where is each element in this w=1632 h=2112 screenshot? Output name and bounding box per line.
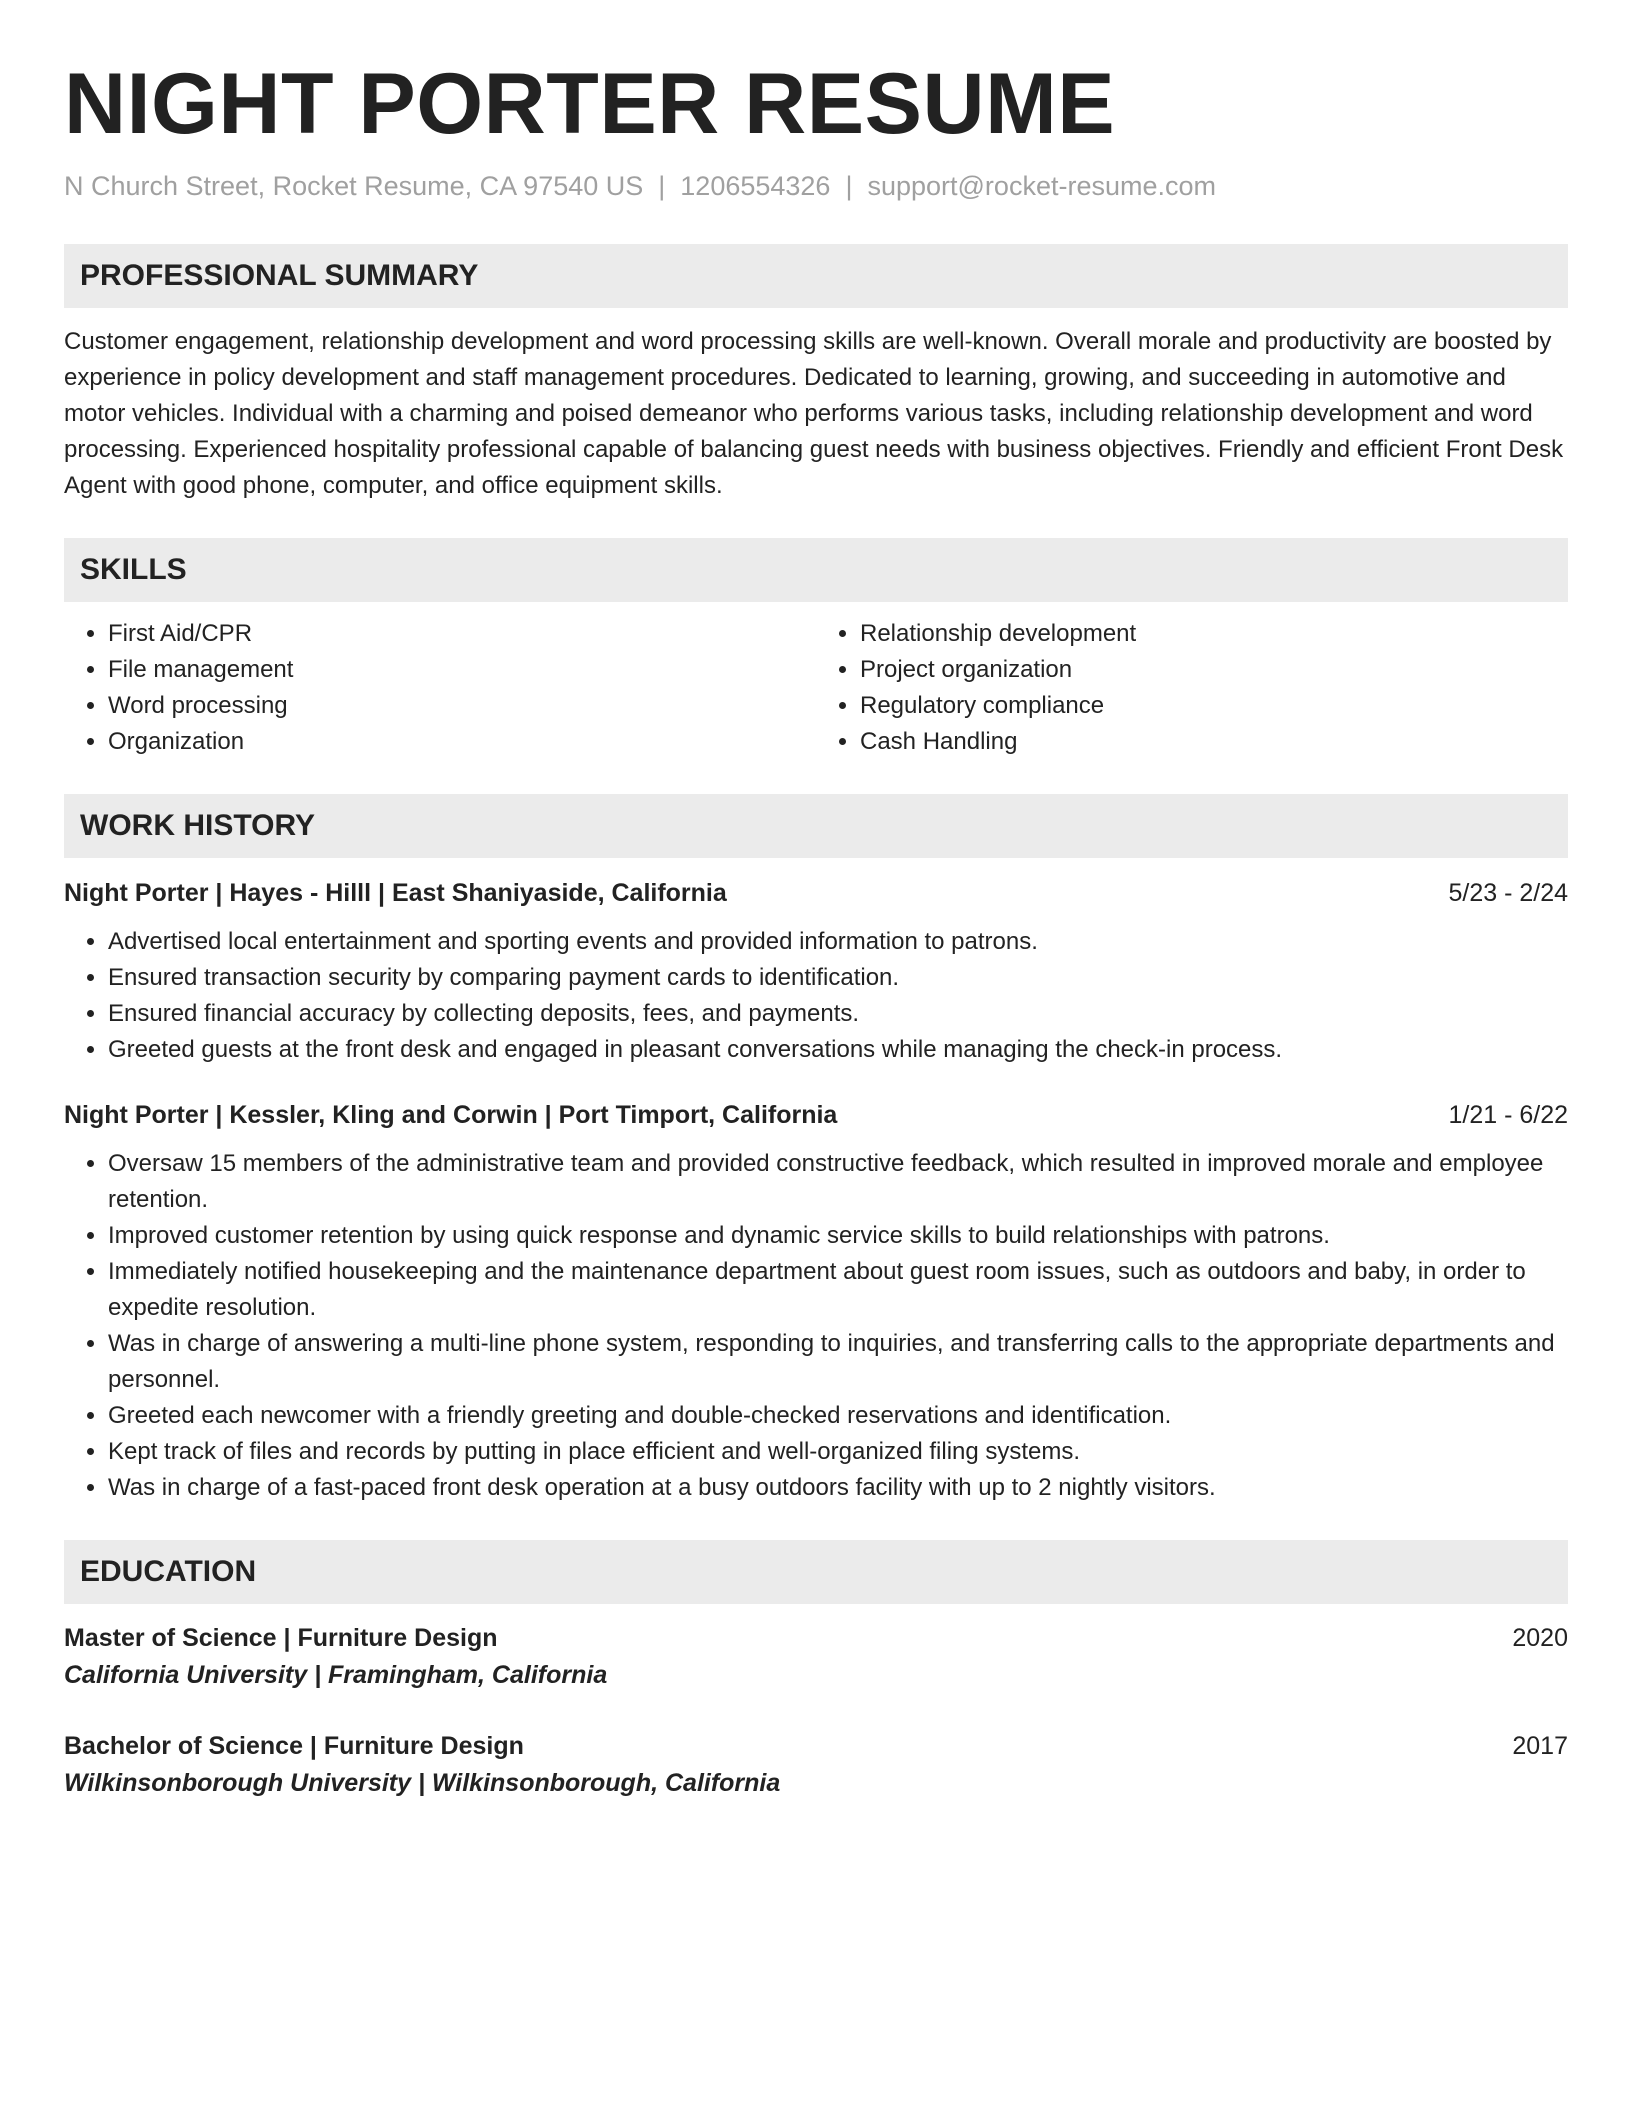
job-bullets — [64, 1146, 1568, 1506]
education-header — [64, 1620, 1568, 1656]
section-heading-work-history: WORK HISTORY — [64, 794, 1568, 858]
skill-item: • File management — [108, 652, 816, 688]
skills-list — [64, 616, 1568, 760]
job-bullet: • Oversaw 15 members of the administrative team and provided constructive feedback, which resulted in improved morale and employee retention. — [108, 1146, 1568, 1218]
job-bullet: • Kept track of files and records by putting in place efficient and well-organized filing systems. — [108, 1434, 1568, 1470]
skills-column-left — [64, 616, 816, 760]
contact-separator: | — [658, 171, 666, 201]
job-header — [64, 1098, 1568, 1132]
education-degree: Master of Science | Furniture Design — [64, 1624, 498, 1652]
education-header — [64, 1728, 1568, 1764]
skills-column-right — [816, 616, 1568, 760]
job-bullet: • Was in charge of a fast-paced front desk operation at a busy outdoors facility with up to 2 nightly visitors. — [108, 1470, 1568, 1506]
education-year: 2020 — [1512, 1624, 1568, 1652]
education-degree: Bachelor of Science | Furniture Design — [64, 1732, 524, 1760]
job-bullet: • Immediately notified housekeeping and the maintenance department about guest room issues, such as outdoors and baby, in order to expedite resolution. — [108, 1254, 1568, 1326]
contact-address: N Church Street, Rocket Resume, CA 97540 US — [64, 171, 644, 201]
resume-title: NIGHT PORTER RESUME — [64, 56, 1116, 152]
job-bullet: • Improved customer retention by using quick response and dynamic service skills to build relationships with patrons. — [108, 1218, 1568, 1254]
job-bullet: • Was in charge of answering a multi-line phone system, responding to inquiries, and transferring calls to the appropriate departments and personnel. — [108, 1326, 1568, 1398]
job-bullet: • Greeted guests at the front desk and engaged in pleasant conversations while managing the check-in process. — [108, 1032, 1568, 1068]
skill-item: • Regulatory compliance — [860, 688, 1568, 724]
skill-item: • Cash Handling — [860, 724, 1568, 760]
contact-phone: 1206554326 — [680, 171, 831, 201]
education-school: California University | Framingham, California — [64, 1661, 608, 1689]
section-heading-summary: PROFESSIONAL SUMMARY — [64, 244, 1568, 308]
job-dates: 1/21 - 6/22 — [1448, 1101, 1568, 1129]
job-header — [64, 876, 1568, 910]
education-school: Wilkinsonborough University | Wilkinsonborough, California — [64, 1769, 781, 1797]
education-entry — [64, 1728, 1568, 1802]
job-entry — [64, 876, 1568, 1068]
section-heading-education: EDUCATION — [64, 1540, 1568, 1604]
job-bullet: • Ensured transaction security by comparing payment cards to identification. — [108, 960, 1568, 996]
job-bullet: • Ensured financial accuracy by collecting deposits, fees, and payments. — [108, 996, 1568, 1032]
job-bullet: • Greeted each newcomer with a friendly greeting and double-checked reservations and identification. — [108, 1398, 1568, 1434]
job-title: Night Porter | Kessler, Kling and Corwin | Port Timport, California — [64, 1101, 838, 1129]
contact-email: support@rocket-resume.com — [867, 171, 1216, 201]
job-bullet: • Advertised local entertainment and sporting events and provided information to patrons. — [108, 924, 1568, 960]
job-bullets — [64, 924, 1568, 1068]
contact-separator: | — [845, 171, 853, 201]
section-heading-skills: SKILLS — [64, 538, 1568, 602]
job-title: Night Porter | Hayes - Hilll | East Shaniyaside, California — [64, 879, 727, 907]
skill-item: • Project organization — [860, 652, 1568, 688]
skill-item: • Relationship development — [860, 616, 1568, 652]
education-entry — [64, 1620, 1568, 1694]
job-dates: 5/23 - 2/24 — [1448, 879, 1568, 907]
contact-line — [64, 168, 1568, 204]
summary-text: Customer engagement, relationship development and word processing skills are well-known. Overall morale and productivity are boosted by experience in policy development and staff management procedures. Dedicated to learning, growing, and succeeding in automotive and motor vehicles. Individual with a charming and poised demeanor who performs various tasks, including relationship development and word processing. Experienced hospitality professional capable of balancing guest needs with business objectives. Friendly and efficient Front Desk Agent with good phone, computer, and office equipment skills. — [64, 328, 1564, 499]
skill-item: • First Aid/CPR — [108, 616, 816, 652]
education-year: 2017 — [1512, 1732, 1568, 1760]
skill-item: • Word processing — [108, 688, 816, 724]
skill-item: • Organization — [108, 724, 816, 760]
job-entry — [64, 1098, 1568, 1506]
